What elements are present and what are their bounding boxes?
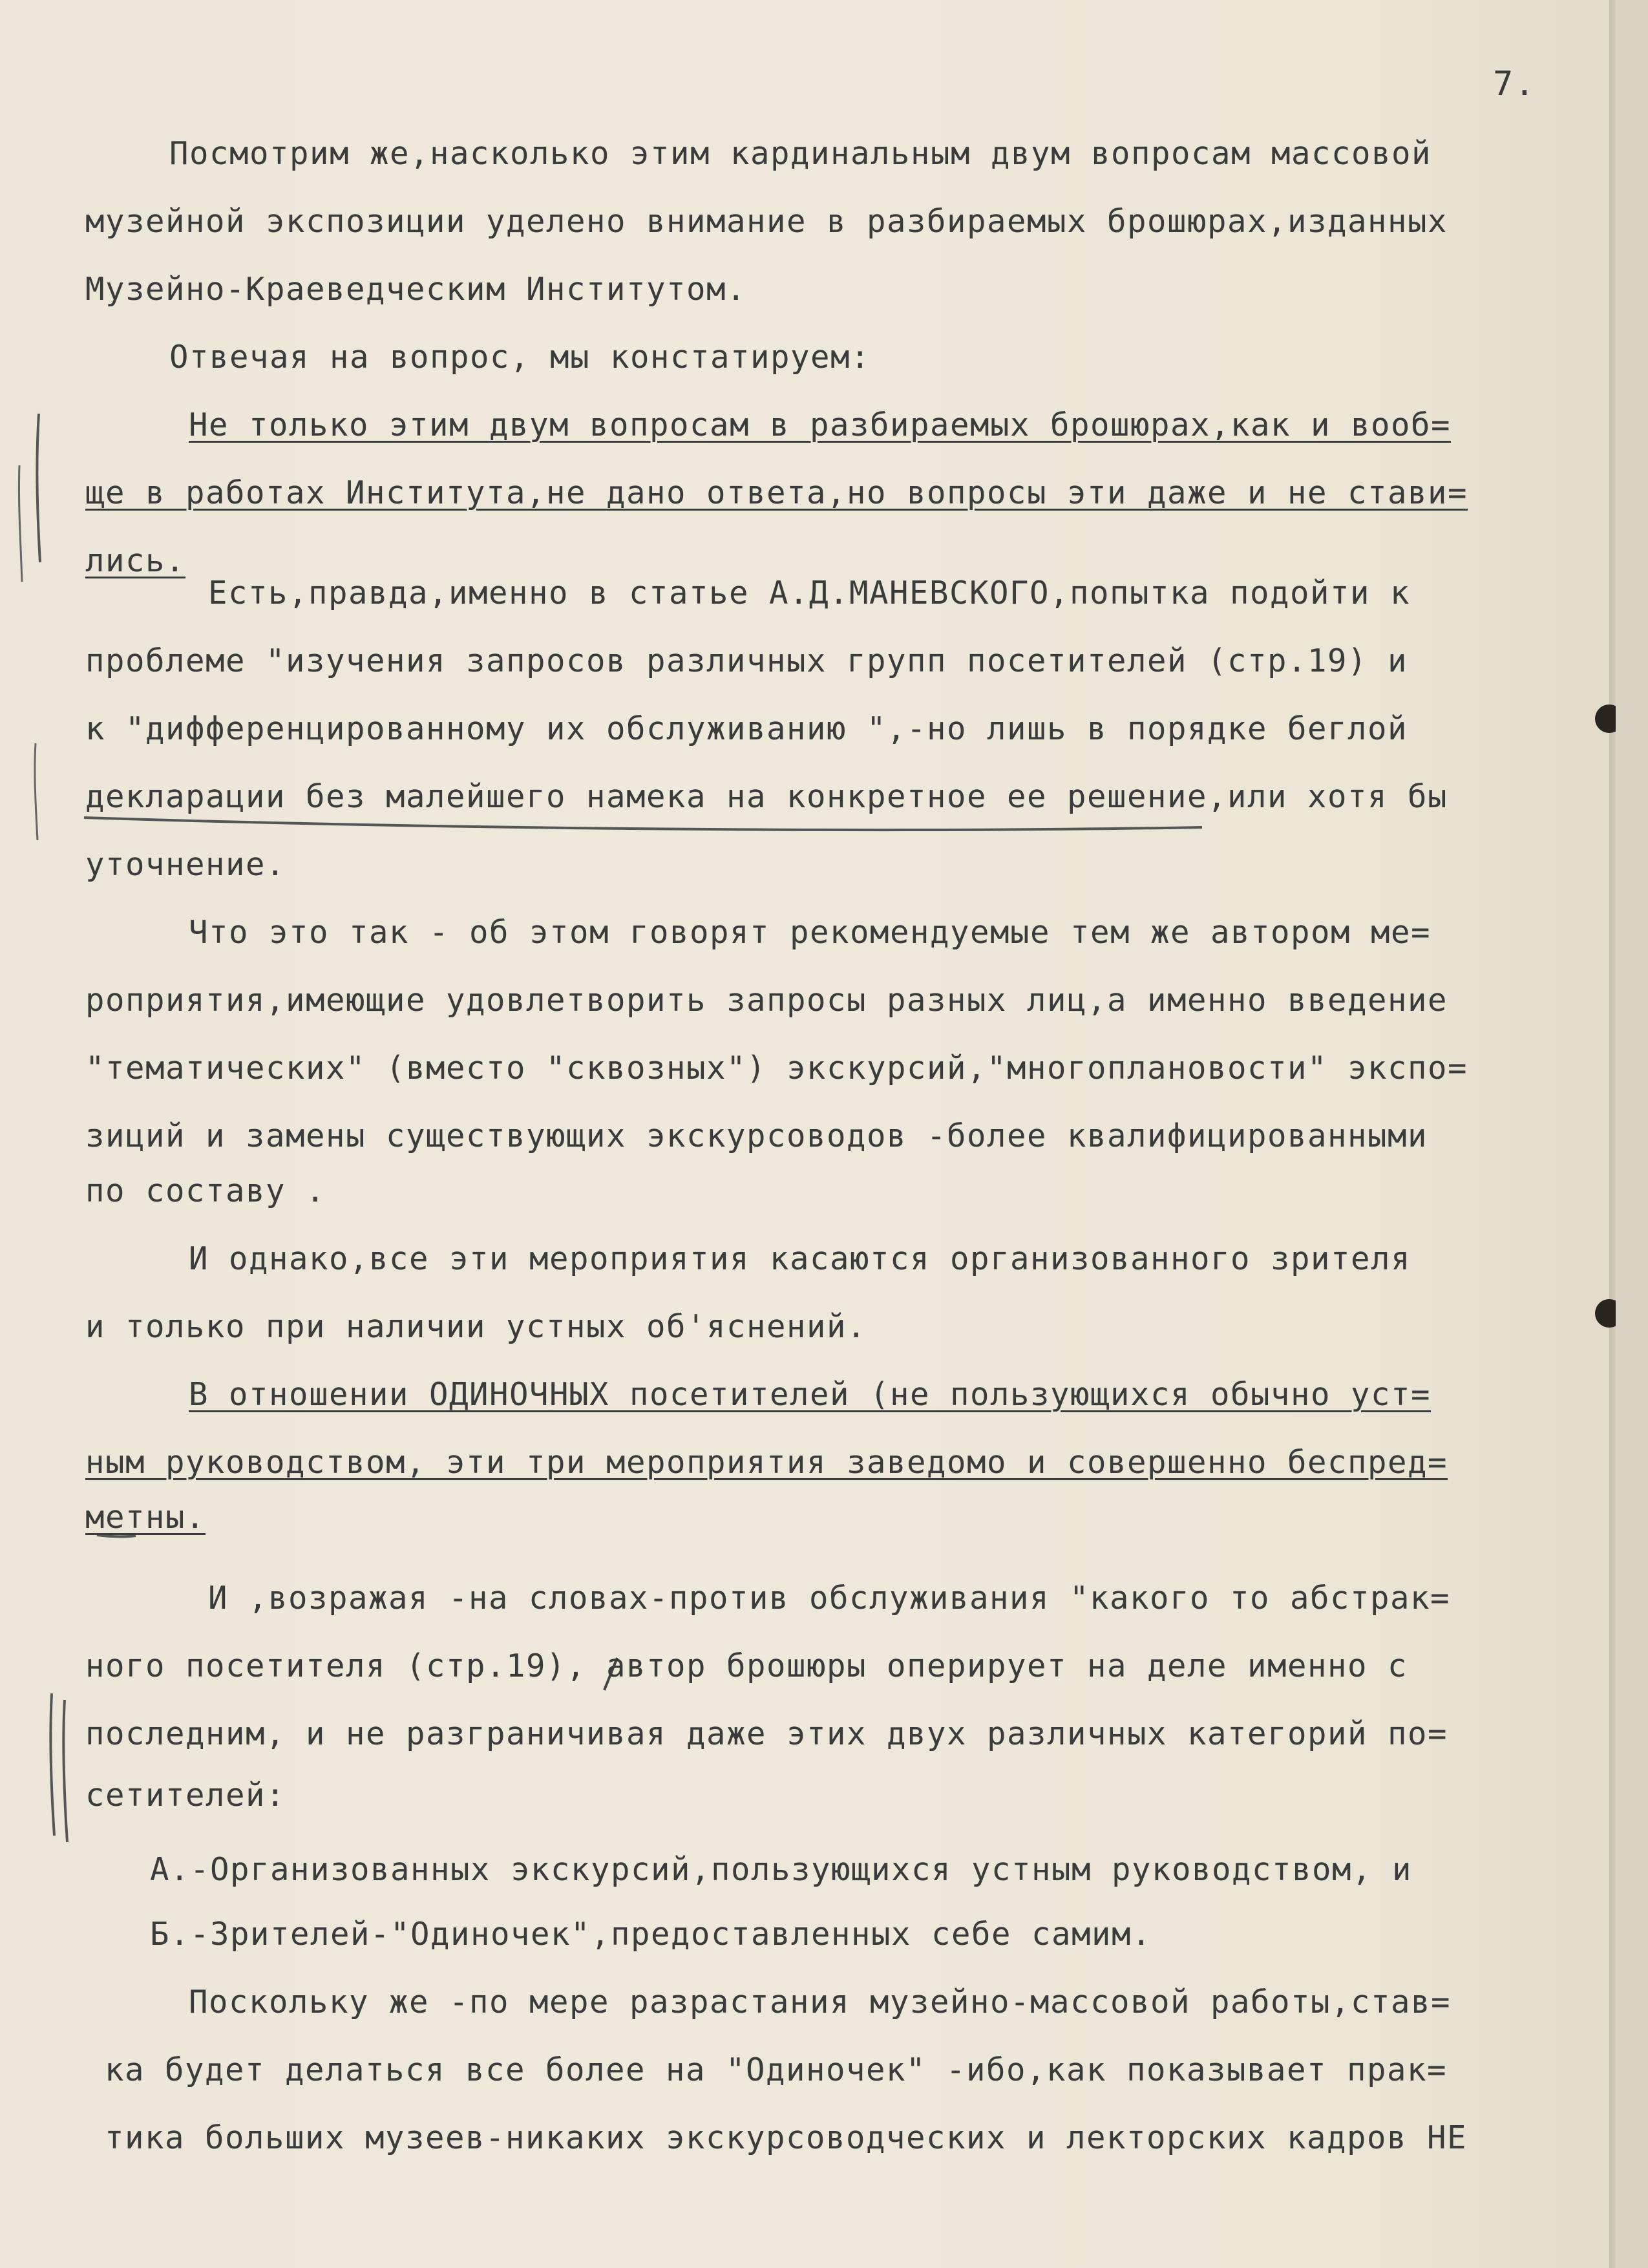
text-line: "тематических" (вместо "сквозных") экскурсий,"многоплановости" экспо= xyxy=(85,1050,1468,1086)
text-line: тика больших музеев-никаких экскурсоводческих и лекторских кадров НЕ xyxy=(105,2119,1468,2156)
text-line: роприятия,имеющие удовлетворить запросы разных лиц,а именно введение xyxy=(85,982,1448,1019)
text-line: Не только этим двум вопросам в разбираемых брошюрах,как и вооб= xyxy=(189,407,1452,443)
text-line: по составу . xyxy=(85,1172,326,1209)
text-line: ще в работах Института,не дано ответа,но вопросы эти даже и не стави= xyxy=(85,474,1468,511)
text-line: лись. xyxy=(85,542,186,579)
text-line: А.-Организованных экскурсий,пользующихся устным руководством, и xyxy=(150,1851,1413,1888)
text-line: ка будет делаться все более на "Одиночек" -ибо,как показывает прак= xyxy=(105,2051,1448,2088)
text-line: ного посетителя (стр.19), автор брошюры оперирует на деле именно с xyxy=(85,1648,1408,1684)
text-line: последним, и не разграничивая даже этих двух различных категорий по= xyxy=(85,1715,1448,1752)
text-line: И однако,все эти мероприятия касаются организованного зрителя xyxy=(189,1240,1411,1277)
text-line: музейной экспозиции уделено внимание в разбираемых брошюрах,изданных xyxy=(85,203,1448,240)
text-line: проблеме "изучения запросов различных групп посетителей (стр.19) и xyxy=(85,642,1408,679)
text-line: и только при наличии устных об'яснений. xyxy=(85,1308,867,1345)
text-line: Поскольку же -по мере разрастания музейно-массовой работы,став= xyxy=(189,1984,1452,2020)
page-number: 7. xyxy=(1493,65,1536,103)
text-line: декларации без малейшего намека на конкретное ее решение,или хотя бы xyxy=(85,778,1448,815)
text-line: Что это так - об этом говорят рекомендуемые тем же автором ме= xyxy=(189,914,1431,951)
text-line: Музейно-Краеведческим Институтом. xyxy=(85,271,747,308)
text-line: ным руководством, эти три мероприятия заведомо и совершенно беспред= xyxy=(85,1444,1448,1481)
text-line: Б.-Зрителей-"Одиночек",предоставленных себе самим. xyxy=(150,1916,1152,1953)
text-line: Посмотрим же,насколько этим кардинальным двум вопросам массовой xyxy=(169,135,1432,172)
text-line: Отвечая на вопрос, мы констатируем: xyxy=(169,339,871,376)
text-line: к "дифференцированному их обслуживанию ",-но лишь в порядке беглой xyxy=(85,710,1408,747)
text-line: уточнение. xyxy=(85,846,286,883)
text-line: зиций и замены существующих экскурсоводов -более квалифицированными xyxy=(85,1118,1428,1154)
text-line: сетителей: xyxy=(85,1777,286,1814)
text-line: В отношении ОДИНОЧНЫХ посетителей (не пользующихся обычно уст= xyxy=(189,1376,1431,1413)
text-line: И ,возражая -на словах-против обслуживания "какого то абстрак= xyxy=(208,1580,1451,1616)
text-line: метны. xyxy=(85,1499,206,1536)
text-line: Есть,правда,именно в статье А.Д.МАНЕВСКОГО,попытка подойти к xyxy=(208,575,1411,611)
